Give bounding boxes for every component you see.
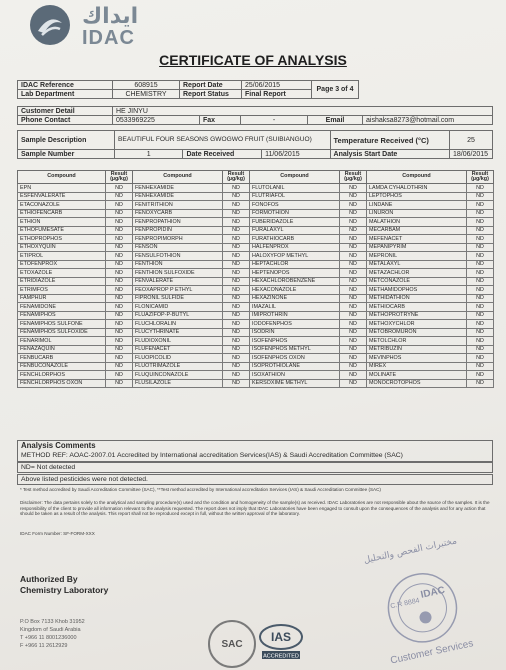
- date-received-label: Date Received: [183, 150, 262, 159]
- compound-cell: FLUQUINCONAZOLE: [133, 371, 223, 380]
- result-cell: ND: [467, 277, 494, 286]
- compound-cell: FURALAXYL: [250, 226, 340, 235]
- table-row: [18, 320, 494, 329]
- report-date-label: Report Date: [180, 81, 242, 90]
- compound-cell: KERSOXIME METHYL: [250, 379, 340, 388]
- result-cell: ND: [106, 362, 133, 371]
- compound-cell: METHOXYCHLOR: [367, 320, 467, 329]
- idac-ref-label: IDAC Reference: [18, 81, 113, 90]
- result-cell: ND: [106, 192, 133, 201]
- result-cell: ND: [467, 294, 494, 303]
- report-status-label: Report Status: [180, 90, 242, 99]
- result-cell: ND: [340, 209, 367, 218]
- compound-cell: LINDANE: [367, 201, 467, 210]
- compound-cell: FENAMIPHOS SULFOXIDE: [18, 328, 106, 337]
- result-cell: ND: [340, 218, 367, 227]
- compound-cell: FLUCYTHRINATE: [133, 328, 223, 337]
- result-cell: ND: [467, 226, 494, 235]
- result-cell: ND: [223, 192, 250, 201]
- compound-cell: ETRIDIAZOLE: [18, 277, 106, 286]
- result-cell: ND: [223, 226, 250, 235]
- compound-cell: FENAMIDONE: [18, 303, 106, 312]
- result-cell: ND: [340, 201, 367, 210]
- compounds-body: [18, 184, 494, 388]
- result-cell: ND: [223, 320, 250, 329]
- compound-cell: FENARIMOL: [18, 337, 106, 346]
- table-row: [18, 294, 494, 303]
- table-row: [18, 235, 494, 244]
- compound-cell: FENBUCARB: [18, 354, 106, 363]
- analysis-comments: [17, 440, 493, 462]
- table-row: [18, 337, 494, 346]
- compound-cell: HEXACHLOROBENZENE: [250, 277, 340, 286]
- address-kingdom: Kingdom of Saudi Arabia: [20, 627, 81, 633]
- compound-cell: METHAMIDOPHOS: [367, 286, 467, 295]
- result-cell: ND: [106, 226, 133, 235]
- result-cell: ND: [106, 184, 133, 193]
- compound-cell: FENAMIPHOS SULFONE: [18, 320, 106, 329]
- table-row: [18, 192, 494, 201]
- table-row: [18, 311, 494, 320]
- address-fax: F +966 11 2612929: [20, 643, 68, 649]
- result-cell: ND: [223, 277, 250, 286]
- customer-detail-value: HE JINYU: [113, 107, 493, 116]
- svg-text:Customer Services: Customer Services: [389, 638, 475, 666]
- compound-cell: ETOFENPROX: [18, 260, 106, 269]
- result-cell: ND: [467, 286, 494, 295]
- result-cell: ND: [106, 277, 133, 286]
- result-cell: ND: [106, 328, 133, 337]
- table-row: [18, 269, 494, 278]
- sample-number-label: Sample Number: [18, 150, 115, 159]
- sample-desc-value: BEAUTIFUL FOUR SEASONS GWOGWO FRUIT (SUIBIANGUO): [115, 131, 330, 150]
- compound-cell: METHIOCARB: [367, 303, 467, 312]
- table-row: [18, 371, 494, 380]
- compound-cell: FENPROPIMORPH: [133, 235, 223, 244]
- result-cell: ND: [340, 235, 367, 244]
- result-cell: ND: [467, 243, 494, 252]
- compound-cell: LEPTOPHOS: [367, 192, 467, 201]
- compounds-header-row: [18, 171, 494, 184]
- result-cell: ND: [467, 311, 494, 320]
- compound-cell: MOLINATE: [367, 371, 467, 380]
- result-cell: ND: [340, 371, 367, 380]
- compound-header: Compound: [367, 171, 467, 184]
- result-cell: ND: [223, 184, 250, 193]
- compound-cell: LINURON: [367, 209, 467, 218]
- result-cell: ND: [106, 345, 133, 354]
- compounds-table: [17, 170, 494, 388]
- result-cell: ND: [223, 379, 250, 388]
- result-cell: ND: [467, 209, 494, 218]
- sac-seal-icon: SAC: [208, 620, 256, 668]
- compound-cell: IMAZALIL: [250, 303, 340, 312]
- result-cell: ND: [106, 209, 133, 218]
- compound-cell: FENTHION: [133, 260, 223, 269]
- result-cell: ND: [467, 371, 494, 380]
- page-title: CERTIFICATE OF ANALYSIS: [159, 52, 347, 68]
- method-ref: METHOD REF: AOAC-2007.01 Accredited by International accreditation Services(IAS) & Saudi Accreditation Committee (SAC): [21, 452, 403, 459]
- compound-header: Compound: [250, 171, 340, 184]
- comments-title: Analysis Comments: [21, 441, 96, 450]
- svg-text:ACCREDITED: ACCREDITED: [263, 653, 299, 660]
- compound-cell: METOBROMURON: [367, 328, 467, 337]
- result-cell: ND: [223, 354, 250, 363]
- result-cell: ND: [106, 286, 133, 295]
- compound-cell: MEVINPHOS: [367, 354, 467, 363]
- compound-cell: METHIDATHION: [367, 294, 467, 303]
- sample-number-value: 1: [115, 150, 183, 159]
- compound-cell: FENOXYCARB: [133, 209, 223, 218]
- result-cell: ND: [467, 184, 494, 193]
- table-row: [18, 252, 494, 261]
- result-cell: ND: [467, 260, 494, 269]
- result-cell: ND: [223, 218, 250, 227]
- table-row: [18, 328, 494, 337]
- svg-text:IDAC: IDAC: [419, 584, 446, 601]
- compound-cell: METHOPROTRYNE: [367, 311, 467, 320]
- lab-dept-label: Lab Department: [18, 90, 113, 99]
- analysis-start-label: Analysis Start Date: [330, 150, 450, 159]
- table-row: [18, 243, 494, 252]
- result-cell: ND: [340, 269, 367, 278]
- result-cell: ND: [223, 269, 250, 278]
- idac-logo: [30, 4, 142, 48]
- result-cell: ND: [106, 303, 133, 312]
- result-cell: ND: [467, 218, 494, 227]
- result-cell: ND: [223, 311, 250, 320]
- result-cell: ND: [106, 201, 133, 210]
- compound-cell: FENHEXAMIDE: [133, 184, 223, 193]
- result-header: Result (µg/kg): [223, 171, 250, 184]
- compound-cell: IODOFENPHOS: [250, 320, 340, 329]
- compound-cell: EPN: [18, 184, 106, 193]
- table-row: [18, 354, 494, 363]
- result-cell: ND: [223, 235, 250, 244]
- result-cell: ND: [340, 294, 367, 303]
- result-cell: ND: [106, 269, 133, 278]
- compound-cell: MIREX: [367, 362, 467, 371]
- result-cell: ND: [106, 311, 133, 320]
- result-cell: ND: [467, 269, 494, 278]
- result-cell: ND: [223, 260, 250, 269]
- result-cell: ND: [467, 201, 494, 210]
- compound-cell: FEOXAPROP P ETHYL: [133, 286, 223, 295]
- idac-ref-value: 608915: [113, 81, 180, 90]
- email-value: aishaksa8273@hotmail.com: [363, 116, 493, 125]
- fax-value: -: [241, 116, 308, 125]
- result-cell: ND: [106, 235, 133, 244]
- compound-cell: FLUTRIAFOL: [250, 192, 340, 201]
- table-row: [18, 218, 494, 227]
- compound-cell: FUBERIDAZOLE: [250, 218, 340, 227]
- compound-cell: FENPROPATHION: [133, 218, 223, 227]
- result-cell: ND: [223, 201, 250, 210]
- email-label: Email: [308, 116, 363, 125]
- compound-cell: METOLCHLOR: [367, 337, 467, 346]
- result-cell: ND: [106, 379, 133, 388]
- analysis-start-value: 18/06/2015: [450, 150, 493, 159]
- compound-cell: ETRIMFOS: [18, 286, 106, 295]
- compound-cell: MECARBAM: [367, 226, 467, 235]
- compound-cell: FLUAZIFOP-P-BUTYL: [133, 311, 223, 320]
- compound-cell: FENVALERATE: [133, 277, 223, 286]
- compound-cell: IMIPROTHRIN: [250, 311, 340, 320]
- compound-cell: FENSON: [133, 243, 223, 252]
- table-row: [18, 226, 494, 235]
- table-row: [18, 209, 494, 218]
- compound-cell: FENAMIPHOS: [18, 311, 106, 320]
- compound-cell: FLUOPICOLID: [133, 354, 223, 363]
- result-cell: ND: [340, 192, 367, 201]
- compound-cell: FLUCHLORALIN: [133, 320, 223, 329]
- result-cell: ND: [340, 362, 367, 371]
- result-cell: ND: [340, 184, 367, 193]
- above-note: Above listed pesticides were not detected.: [17, 474, 493, 485]
- compound-cell: ETHOPROPHOS: [18, 235, 106, 244]
- compound-cell: MONOCROTOPHOS: [367, 379, 467, 388]
- compound-cell: FURATHIOCARB: [250, 235, 340, 244]
- result-cell: ND: [106, 252, 133, 261]
- compound-cell: ISOFENPHOS: [250, 337, 340, 346]
- compound-cell: ETHIOFENCARB: [18, 209, 106, 218]
- result-cell: ND: [340, 226, 367, 235]
- svg-text:IAS: IAS: [270, 630, 292, 644]
- compound-cell: METRIBUZIN: [367, 345, 467, 354]
- result-header: Result (µg/kg): [467, 171, 494, 184]
- compound-header: Compound: [18, 171, 106, 184]
- result-cell: ND: [106, 354, 133, 363]
- table-row: [18, 345, 494, 354]
- compound-cell: ISOFENPHOS METHYL: [250, 345, 340, 354]
- result-cell: ND: [467, 320, 494, 329]
- logo-arabic: ايداك: [82, 4, 139, 29]
- result-cell: ND: [340, 311, 367, 320]
- compound-cell: FENPROPIDIN: [133, 226, 223, 235]
- result-cell: ND: [223, 345, 250, 354]
- result-cell: ND: [467, 337, 494, 346]
- compound-cell: METCONAZOLE: [367, 277, 467, 286]
- sample-desc-label: Sample Description: [18, 131, 115, 150]
- compound-cell: FENCHLORPHOS: [18, 371, 106, 380]
- compound-cell: METAZACHLOR: [367, 269, 467, 278]
- result-cell: ND: [223, 209, 250, 218]
- compound-cell: FONOFOS: [250, 201, 340, 210]
- company-stamp: [360, 536, 482, 666]
- compound-cell: LAMDA CYHALOTHRIN: [367, 184, 467, 193]
- result-cell: ND: [106, 371, 133, 380]
- customer-table: [17, 106, 493, 125]
- compound-cell: ISODRIN: [250, 328, 340, 337]
- date-received-value: 11/06/2015: [262, 150, 330, 159]
- customer-detail-label: Customer Detail: [18, 107, 113, 116]
- result-cell: ND: [340, 277, 367, 286]
- result-cell: ND: [223, 294, 250, 303]
- result-cell: ND: [223, 362, 250, 371]
- result-cell: ND: [223, 371, 250, 380]
- authorized-line1: Authorized By: [20, 574, 78, 584]
- compound-cell: MALATHION: [367, 218, 467, 227]
- compound-cell: FLUFENACET: [133, 345, 223, 354]
- compound-cell: ESFENVALERATE: [18, 192, 106, 201]
- result-cell: ND: [106, 218, 133, 227]
- result-header: Result (µg/kg): [106, 171, 133, 184]
- phone-value: 0533969225: [113, 116, 200, 125]
- compound-cell: FENAZAQUIN: [18, 345, 106, 354]
- compound-cell: ETOXAZOLE: [18, 269, 106, 278]
- compound-cell: MEPANIPYRIM: [367, 243, 467, 252]
- compound-cell: FENHEXAMIDE: [133, 192, 223, 201]
- svg-text:مختبرات الفحص والتحليل: مختبرات الفحص والتحليل: [362, 536, 458, 566]
- compound-cell: ETHION: [18, 218, 106, 227]
- table-row: [18, 277, 494, 286]
- result-cell: ND: [467, 379, 494, 388]
- table-row: [18, 379, 494, 388]
- compound-cell: FORMOTHION: [250, 209, 340, 218]
- result-cell: ND: [106, 243, 133, 252]
- result-cell: ND: [467, 303, 494, 312]
- result-cell: ND: [340, 354, 367, 363]
- address-block: [20, 618, 85, 650]
- table-row: [18, 184, 494, 193]
- result-cell: ND: [467, 345, 494, 354]
- table-row: [18, 201, 494, 210]
- report-date-value: 25/06/2015: [242, 81, 312, 90]
- compound-cell: ISOXATHION: [250, 371, 340, 380]
- nd-note: ND= Not detected: [17, 462, 493, 473]
- result-cell: ND: [340, 243, 367, 252]
- compound-cell: HEXACONAZOLE: [250, 286, 340, 295]
- result-cell: ND: [106, 337, 133, 346]
- address-pobox: P.O Box 7133 Khob 31952: [20, 619, 85, 625]
- compound-cell: MEPRONIL: [367, 252, 467, 261]
- result-cell: ND: [467, 354, 494, 363]
- temperature-label: Temperature Received (°C): [330, 131, 450, 150]
- result-header: Result (µg/kg): [340, 171, 367, 184]
- compound-cell: HALFENPROX: [250, 243, 340, 252]
- footnote: * Test method accredited by Saudi Accreditation Committee (SAC), **Test method accredited by International accreditation Services (IAS) & Saudi Accreditation Committee (SAC): [20, 487, 381, 492]
- result-cell: ND: [106, 294, 133, 303]
- compound-cell: HEXAZINONE: [250, 294, 340, 303]
- authorized-line2: Chemistry Laboratory: [20, 585, 109, 595]
- compound-cell: ISOPROTHIOLANE: [250, 362, 340, 371]
- result-cell: ND: [340, 260, 367, 269]
- compound-cell: ETHOXYQUIN: [18, 243, 106, 252]
- result-cell: ND: [223, 286, 250, 295]
- compound-cell: FENSULFOTHION: [133, 252, 223, 261]
- result-cell: ND: [106, 260, 133, 269]
- result-cell: ND: [340, 303, 367, 312]
- compound-cell: HALOXYFOP METHYL: [250, 252, 340, 261]
- result-cell: ND: [106, 320, 133, 329]
- form-number: IDAC Form Number: SF-FORM-XXX: [20, 531, 95, 536]
- result-cell: ND: [223, 328, 250, 337]
- compound-cell: FLUDIOXONIL: [133, 337, 223, 346]
- compound-cell: FLUSILAZOLE: [133, 379, 223, 388]
- temperature-value: 25: [450, 131, 493, 150]
- compound-cell: FLUOTRIMAZOLE: [133, 362, 223, 371]
- compound-cell: ETIPROL: [18, 252, 106, 261]
- compound-cell: FENBUCONAZOLE: [18, 362, 106, 371]
- compound-cell: HEPTACHLOR: [250, 260, 340, 269]
- table-row: [18, 286, 494, 295]
- sample-table: [17, 130, 493, 159]
- result-cell: ND: [223, 252, 250, 261]
- result-cell: ND: [223, 303, 250, 312]
- report-status-value: Final Report: [242, 90, 312, 99]
- disclaimer: Disclaimer: The data pertains solely to the analytical and sampling procedure(s) used and the condition and homogeneity of the sample(s) as received. IDAC Laboratories are not responsible about the source of the samples. It is the responsibility of the client to provide all information relevant to the analysis requested. The report does not imply that IDAC Laboratories have been engaged to consult upon the consequences of the analysis and for any action that should be taken as a result of the analysis. This report shall not be reproduced except in full, without the written approval of the laboratory.: [20, 500, 490, 517]
- compound-cell: FLUTOLANIL: [250, 184, 340, 193]
- result-cell: ND: [340, 337, 367, 346]
- result-cell: ND: [340, 252, 367, 261]
- phone-label: Phone Contact: [18, 116, 113, 125]
- address-tel: T +966 11 8001236000: [20, 635, 77, 641]
- compound-cell: FENTHION SULFOXIDE: [133, 269, 223, 278]
- logo-english: IDAC: [82, 27, 135, 49]
- compound-cell: MEFENACET: [367, 235, 467, 244]
- result-cell: ND: [340, 379, 367, 388]
- result-cell: ND: [467, 252, 494, 261]
- result-cell: ND: [467, 362, 494, 371]
- compound-cell: METALAXYL: [367, 260, 467, 269]
- fax-label: Fax: [200, 116, 241, 125]
- compound-header: Compound: [133, 171, 223, 184]
- compound-cell: FAMPHUR: [18, 294, 106, 303]
- svg-text:C.R 8884: C.R 8884: [389, 597, 421, 611]
- result-cell: ND: [467, 328, 494, 337]
- compound-cell: FIPRONIL SULFIDE: [133, 294, 223, 303]
- result-cell: ND: [340, 328, 367, 337]
- authorized-by: [20, 574, 108, 596]
- result-cell: ND: [340, 345, 367, 354]
- result-cell: ND: [340, 286, 367, 295]
- page-number: Page 3 of 4: [312, 81, 359, 99]
- compound-cell: ETACONAZOLE: [18, 201, 106, 210]
- ias-accredited-icon: [258, 622, 304, 662]
- compound-cell: FENITRITHION: [133, 201, 223, 210]
- table-row: [18, 362, 494, 371]
- lab-dept-value: CHEMISTRY: [113, 90, 180, 99]
- compound-cell: ISOFENPHOS OXON: [250, 354, 340, 363]
- result-cell: ND: [340, 320, 367, 329]
- compound-cell: FENCHLORPHOS OXON: [18, 379, 106, 388]
- result-cell: ND: [223, 337, 250, 346]
- compound-cell: ETHOFUMESATE: [18, 226, 106, 235]
- reference-table: [17, 80, 359, 99]
- table-row: [18, 303, 494, 312]
- compound-cell: HEPTENOPOS: [250, 269, 340, 278]
- result-cell: ND: [467, 192, 494, 201]
- compound-cell: FLONICAMID: [133, 303, 223, 312]
- result-cell: ND: [223, 243, 250, 252]
- result-cell: ND: [467, 235, 494, 244]
- table-row: [18, 260, 494, 269]
- logo-emblem-icon: [30, 5, 70, 45]
